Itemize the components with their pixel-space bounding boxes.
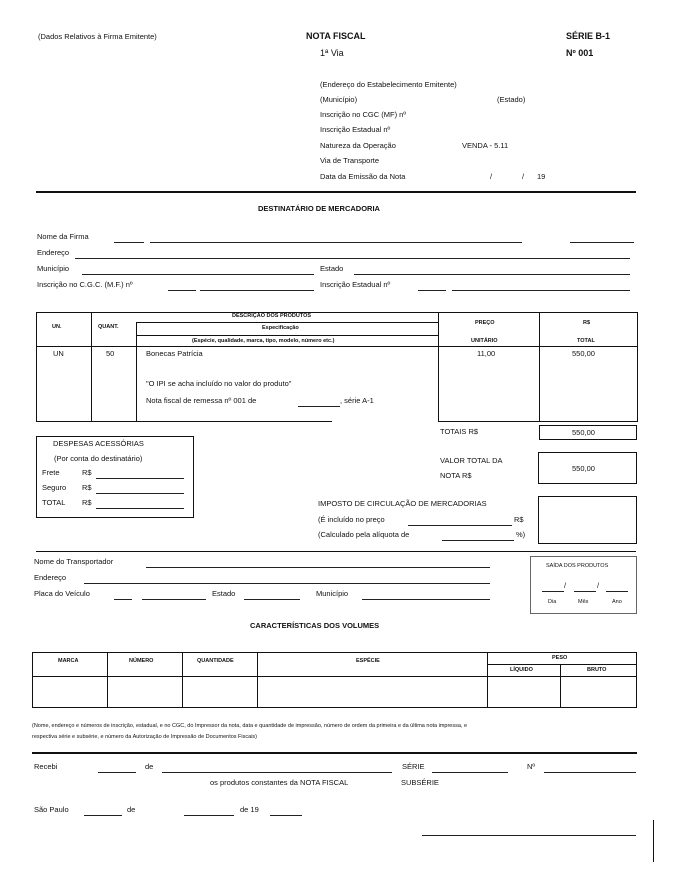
icm-incluido: (É incluído no preço [318,515,385,524]
recebi-de: de [145,762,154,771]
especificacao: Especificação [262,325,299,331]
transport-municipio-label: Município [316,589,349,598]
desc-header: DESCRIÇÃO DOS PRODUTOS [232,313,312,319]
transport-municipio-field[interactable] [362,599,490,600]
recipient-cgc-label: Inscrição no C.G.C. (M.F.) nº [37,280,133,289]
receipt-month-field[interactable] [184,815,234,816]
volumes-table-border [182,652,183,708]
date-separator: / [522,172,525,181]
despesas-total-label: TOTAL [42,498,66,507]
volumes-table-border [487,664,637,665]
via-transporte: Via de Transporte [320,156,380,165]
products-table-border [36,421,332,422]
totais-value: 550,00 [572,428,595,437]
copy-label: 1ª Via [320,48,344,58]
saida-dia-field[interactable] [542,591,564,592]
emitter-inscricao-estadual: Inscrição Estadual nº [320,125,391,134]
transportador-field[interactable] [146,567,490,568]
placa-field[interactable] [114,599,132,600]
recipient-ie-label: Inscrição Estadual nº [320,280,391,289]
signature-line[interactable] [422,835,636,836]
section-divider [36,551,636,552]
recebi-name-field[interactable] [162,772,392,773]
emitter-address: (Endereço do Estabelecimento Emitente) [320,80,457,89]
despesas-subtitle: (Por conta do destinatário) [54,454,143,463]
emitter-cgc: Inscrição no CGC (MF) nº [320,110,407,119]
products-table-border [438,421,638,422]
recipient-municipio-label: Município [37,264,70,273]
saida-mes-label: Mês [578,599,589,605]
volumes-peso: PESO [552,655,568,661]
despesas-title: DESPESAS ACESSÓRIAS [53,439,144,448]
volumes-table-border [487,652,488,708]
recipient-endereco-label: Endereço [37,248,70,257]
receipt-day-field[interactable] [84,815,122,816]
icm-incluido-field[interactable] [408,525,512,526]
receipt-city: São Paulo [34,805,69,814]
saida-slash: / [564,581,567,590]
recipient-nome-field[interactable] [570,242,634,243]
seguro-currency: R$ [82,483,92,492]
placa-label: Placa do Veículo [34,589,90,598]
row-quant: 50 [106,349,115,358]
printer-note-line1: (Nome, endereço e números de inscrição, estadual, e no CGC, do Impressor da nota, data e quantidade de impressão, número de ordem da primeira e da última nota impressa, e [32,723,468,729]
col-preco: PREÇO [475,320,495,326]
transport-estado-field[interactable] [244,599,300,600]
receipt-divider [32,752,637,754]
document-title: NOTA FISCAL [306,31,366,41]
valor-total-label: VALOR TOTAL DA [440,456,503,465]
natureza-value: VENDA - 5.11 [462,141,509,150]
volumes-especie: ESPÉCIE [356,658,380,664]
series-label: SÉRIE B-1 [566,31,611,41]
volumes-quantidade: QUANTIDADE [197,658,234,664]
placa-field[interactable] [142,599,206,600]
receipt-de19: de 19 [240,805,259,814]
remessa-note: Nota fiscal de remessa nº 001 de [146,396,257,405]
receipt-serie-field[interactable] [432,772,508,773]
date-separator: / [490,172,493,181]
volumes-liquido: LÍQUIDO [510,667,533,673]
receipt-produtos: os produtos constantes da NOTA FISCAL [210,778,349,787]
data-emissao-label: Data da Emissão da Nota [320,172,406,181]
products-table-border [136,322,438,323]
valor-total-value: 550,00 [572,464,595,473]
receipt-year-field[interactable] [270,815,302,816]
col-unitario: UNITÁRIO [471,338,498,344]
products-table-border [91,312,92,422]
recipient-nome-label: Nome da Firma [37,232,89,241]
transport-endereco-field[interactable] [84,583,490,584]
frete-label: Frete [42,468,60,477]
seguro-label: Seguro [42,483,67,492]
receipt-de: de [127,805,136,814]
emitter-note: (Dados Relativos à Firma Emitente) [38,32,157,41]
recipient-estado-field[interactable] [354,274,630,275]
transportador-label: Nome do Transportador [34,557,114,566]
products-table-border [36,346,637,347]
ipi-note: "O IPI se acha incluído no valor do produto" [146,379,292,388]
saida-ano-label: Ano [612,599,622,605]
icm-percent: %) [516,530,526,539]
col-total: TOTAL [577,338,595,344]
row-unit-price: 11,00 [477,349,496,358]
totais-label: TOTAIS R$ [440,427,479,436]
transport-estado-label: Estado [212,589,236,598]
volumes-table-border [32,676,637,677]
frete-field[interactable] [96,478,184,479]
emitter-municipio: (Município) [320,95,358,104]
icm-calculado: (Calculado pela alíquota de [318,530,410,539]
page-edge-mark [653,820,654,862]
document-number: Nº 001 [566,48,594,58]
header-divider [36,191,636,193]
products-table-border [438,312,439,422]
recipient-municipio-field[interactable] [82,274,314,275]
emitter-estado: (Estado) [497,95,526,104]
products-table-border [539,312,540,422]
recipient-ie-field[interactable] [418,290,446,291]
remessa-series: , série A-1 [340,396,374,405]
saida-title: SAÍDA DOS PRODUTOS [546,563,609,569]
products-table-border [637,312,638,422]
volumes-table [32,652,637,708]
col-quant: QUANT. [98,324,119,330]
volumes-bruto: BRUTO [587,667,607,673]
recipient-cgc-field[interactable] [168,290,196,291]
saida-slash: / [597,581,600,590]
recipient-heading: DESTINATÁRIO DE MERCADORIA [258,204,380,213]
receipt-numero: Nº [527,762,536,771]
printer-note-line2: respectiva série e subsérie, e número da Autorização de Impressão de Documentos Fiscais) [32,734,257,740]
seguro-field[interactable] [96,493,184,494]
row-un: UN [53,349,64,358]
recipient-endereco-field[interactable] [75,258,630,259]
icm-title: IMPOSTO DE CIRCULAÇÃO DE MERCADORIAS [318,499,487,508]
date-year: 19 [537,172,546,181]
volumes-table-border [257,652,258,708]
saida-mes-field[interactable] [574,591,596,592]
row-description: Bonecas Patrícia [146,349,203,358]
transport-endereco-label: Endereço [34,573,67,582]
recipient-nome-field[interactable] [150,242,522,243]
natureza-label: Natureza da Operação [320,141,396,150]
remessa-date-field[interactable] [298,406,340,407]
volumes-table-border [560,664,561,708]
col-un: UN. [52,324,62,330]
volumes-numero: NÚMERO [129,658,154,664]
recipient-ie-field[interactable] [452,290,630,291]
icm-currency: R$ [514,515,524,524]
valor-total-label-2: NOTA R$ [440,471,472,480]
receipt-numero-field[interactable] [544,772,636,773]
saida-ano-field[interactable] [606,591,628,592]
receipt-subserie: SUBSÉRIE [401,778,439,787]
products-table-border [438,312,638,313]
receipt-serie: SÉRIE [402,762,425,771]
volumes-marca: MARCA [58,658,79,664]
recebi-label: Recebi [34,762,58,771]
row-total: 550,00 [572,349,595,358]
saida-dia-label: Dia [548,599,557,605]
recipient-estado-label: Estado [320,264,344,273]
icm-box [538,496,637,544]
products-table-border [136,322,137,422]
volumes-table-border [107,652,108,708]
volumes-heading: CARACTERÍSTICAS DOS VOLUMES [250,621,380,630]
recipient-nome-field[interactable] [114,242,144,243]
despesas-total-field[interactable] [96,508,184,509]
products-table-border [136,335,438,336]
col-rs: R$ [583,320,591,326]
especificacao-sub: (Espécie, qualidade, marca, tipo, modelo, número etc.) [192,338,335,344]
despesas-total-currency: R$ [82,498,92,507]
frete-currency: R$ [82,468,92,477]
recipient-cgc-field[interactable] [200,290,314,291]
products-table-border [36,312,37,422]
icm-aliquota-field[interactable] [442,540,514,541]
recebi-day-field[interactable] [98,772,136,773]
